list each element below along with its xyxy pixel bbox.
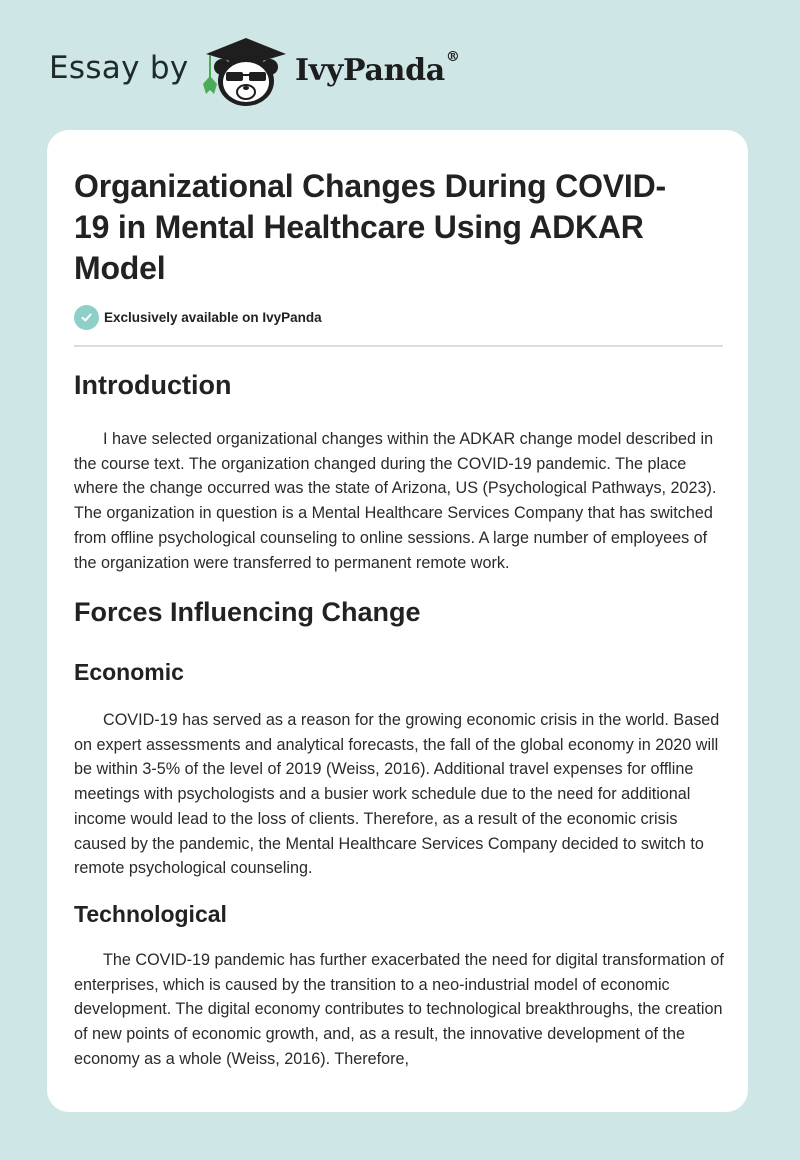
title-line-2: 19 in Mental Healthcare Using ADKAR: [74, 209, 644, 245]
exclusive-badge: [74, 304, 322, 330]
panda-graduation-cap-icon[interactable]: [200, 34, 292, 108]
page-title: [74, 166, 724, 289]
ivypanda-wordmark[interactable]: [295, 49, 460, 88]
essay-card: [47, 130, 748, 1112]
brand-name-text: IvyPanda: [295, 53, 445, 88]
check-circle-icon: [74, 305, 99, 330]
economic-paragraph: COVID-19 has served as a reason for the growing economic crisis in the world. Based on expert assessments and analytical forecasts, the fall of the global economy in 2020 will be within 3-5% of the level of 2019 (Weiss, 2016). Additional travel expenses for offline meetings with psychologists and a busier work schedule due to the need for additional income would lead to the loss of clients. Therefore, as a result of the economic crisis caused by the pandemic, the Mental Healthcare Services Company decided to switch to remote psychological counseling.: [74, 711, 720, 878]
title-line-1: Organizational Changes During COVID-: [74, 168, 666, 204]
essay-by-label: Essay by: [49, 50, 189, 86]
subsection-heading-technological: Technological: [74, 901, 227, 927]
introduction-paragraph: I have selected organizational changes within the ADKAR change model described in the course text. The organization changed during the COVID-19 pandemic. The place where the change occurred was the state of Arizona, US (Psychological Pathways, 2023). The organization in question is a Mental Healthcare Services Company that has switched from offline psychological counseling to online sessions. A large number of employees of the organization were transferred to permanent remote work.: [74, 430, 717, 572]
title-line-3: Model: [74, 250, 166, 286]
title-divider: [74, 345, 723, 347]
exclusive-badge-text: Exclusively available on IvyPanda: [104, 309, 322, 325]
subsection-heading-economic: Economic: [74, 659, 184, 685]
technological-paragraph: The COVID-19 pandemic has further exacerbated the need for digital transformation of enterprises, which is caused by the transition to a neo-industrial model of economic development. The digital economy contributes to technological breakthroughs, the creation of new points of economic growth, and, as a result, the innovative development of the economy as a whole (Weiss, 2016). Therefore,: [74, 951, 724, 1068]
registered-mark: ®: [445, 49, 460, 65]
section-heading-introduction: Introduction: [74, 370, 232, 400]
site-header: [0, 0, 800, 130]
section-heading-forces: Forces Influencing Change: [74, 597, 421, 627]
